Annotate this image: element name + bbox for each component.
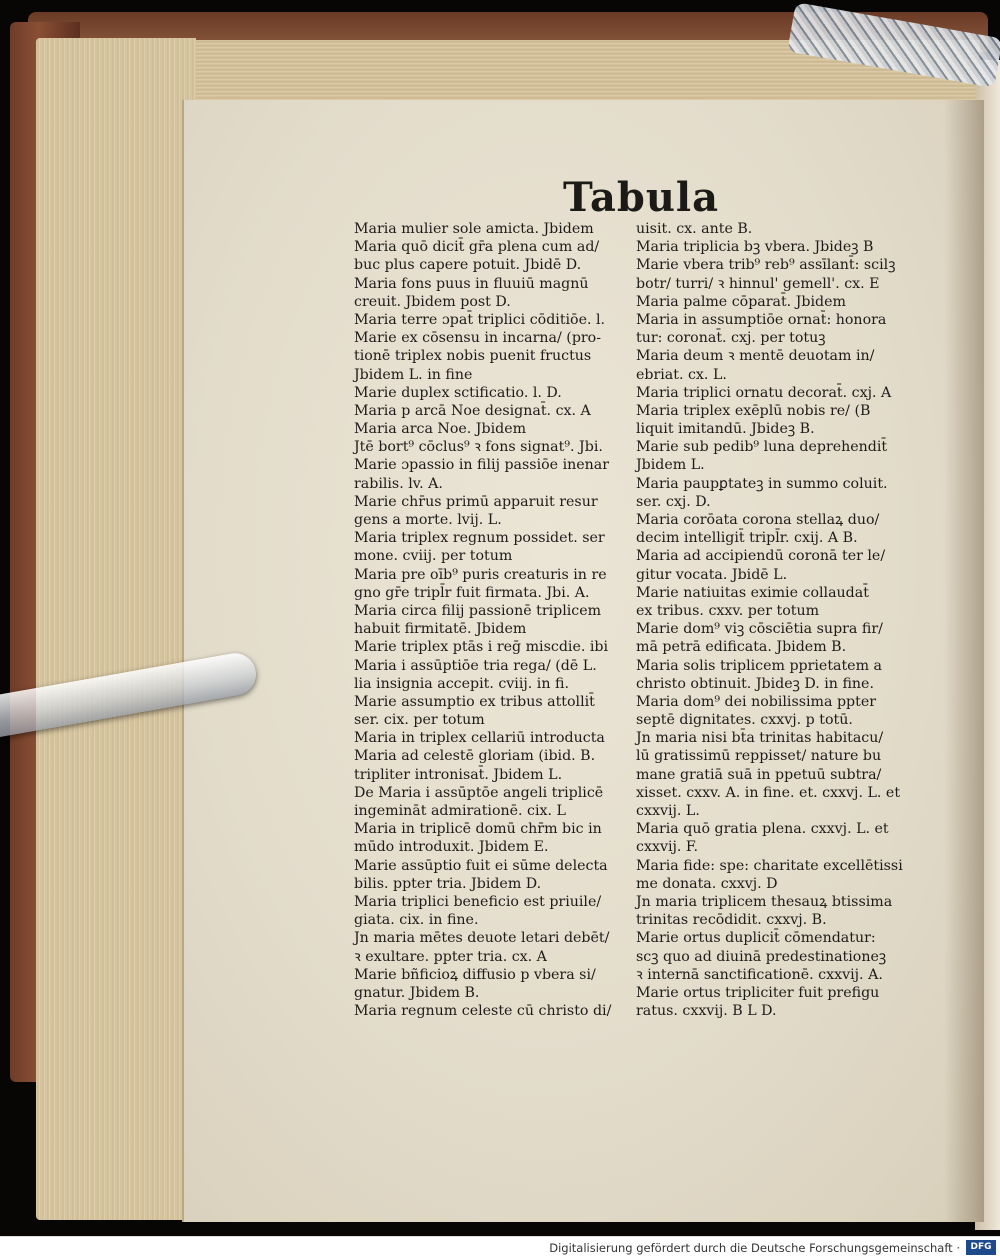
text-line: Maria solis triplicem pprietatem a (636, 657, 883, 674)
text-line: Maria in triplicē domū chr̄m bic in (354, 821, 602, 838)
text-line: Maria pre oīb⁹ puris creaturis in re (354, 566, 607, 583)
text-line: Maria circa filij passionē triplicem (354, 602, 602, 619)
text-line: Marie dom⁹ viꝫ cōsciētia supra fir/ (636, 621, 883, 638)
text-line: septē dignitates. cxxvj. p totū. (636, 712, 853, 729)
right-text-column (636, 220, 926, 1020)
text-line: habuit firmitatē. Jbidem (354, 621, 527, 638)
dfg-logo: DFG (966, 1240, 996, 1255)
text-line: Maria in assumptiōe ornat̄: honora (636, 311, 887, 328)
text-line: De Maria i assūptōe angeli triplicē (354, 784, 604, 801)
text-line: Marie ɔpassio in filij passiōe inenar (354, 457, 610, 474)
text-line: gno gr̄e tripl̄r fuit firmata. Jbi. A. (354, 584, 590, 601)
footer-bar (0, 1236, 1000, 1259)
text-line: Maria triplex regnum possidet. ser (354, 530, 605, 547)
text-line: Maria mulier sole amicta. Jbidem (354, 221, 594, 237)
text-line: mūdo introduxit. Jbidem E. (354, 839, 549, 856)
text-line: Jn maria mētes deuote letari debēt/ (354, 930, 610, 947)
text-line: Maria i assūptiōe tria rega/ (dē L. (354, 657, 597, 674)
text-line: Marie sub pedib⁹ luna deprehendit̄ (636, 439, 888, 456)
text-line: mone. cviij. per totum (354, 548, 513, 565)
text-line: Maria deum ꝛ mentē deuotam in/ (636, 348, 875, 365)
text-line: Maria arca Noe. Jbidem (354, 421, 527, 438)
text-line: christo obtinuit. Jbideꝫ D. in fine. (636, 675, 874, 692)
text-line: gnatur. Jbidem B. (354, 984, 480, 1001)
footer-credit: Digitalisierung gefördert durch die Deutsche Forschungsgemeinschaft · (549, 1241, 960, 1255)
text-line: Marie ex cōsensu in incarna/ (pro- (354, 330, 602, 347)
text-line: mā petrā edificata. Jbidem B. (636, 639, 847, 656)
text-line: Marie ortus tripliciter fuit prefigu (636, 984, 880, 1001)
text-line: Jtē bort⁹ cōclus⁹ ꝛ fons signat⁹. Jbi. (354, 439, 603, 456)
text-line: cxxvij. F. (636, 839, 699, 856)
text-line: Maria fons puus in fluuiū magnū (354, 275, 589, 292)
text-line: tur: coronat̄. cxj. per totuꝫ (636, 330, 826, 347)
text-line: Jn maria triplicem thesauꝝ btissima (636, 893, 893, 910)
text-line: Maria palme cōparat̄. Jbidem (636, 293, 846, 310)
text-line: Marie duplex sctificatio. l. D. (354, 384, 562, 401)
text-line: Maria terre ɔpat̄ triplici cōditiōe. l. (354, 311, 606, 328)
text-line: gens a morte. lvij. L. (354, 512, 502, 528)
text-line: ebriat. cx. L. (636, 366, 727, 383)
text-line: Maria dom⁹ dei nobilissima ppter (636, 693, 877, 710)
text-line: rabilis. lv. A. (354, 475, 443, 492)
text-line: creuit. Jbidem post D. (354, 293, 511, 310)
text-line: trinitas recōdidit. cxxvj. B. (636, 912, 827, 929)
page-fore-edge (36, 38, 196, 1220)
text-line: tionē triplex nobis puenit fructus (354, 348, 592, 365)
text-line: tripliter intronisat̄. Jbidem L. (354, 766, 563, 783)
text-line: Maria fide: spe: charitate excellētissi (636, 857, 903, 874)
text-line: Maria triplicia bꝫ vbera. Jbideꝫ B (636, 239, 874, 256)
text-line: Marie natiuitas eximie collaudat̄ (636, 584, 869, 601)
text-line: Marie triplex ptās i reḡ miscdie. ibi (354, 639, 609, 656)
text-line: Maria quō gratia plena. cxxvj. L. et (636, 821, 889, 838)
text-line: Maria regnum celeste cū christo di/ (354, 1003, 612, 1020)
left-text-column (354, 220, 644, 1020)
text-line: Jn maria nisi bt̄a trinitas habitacu/ (636, 730, 884, 747)
text-line: buc plus capere potuit. Jbidē D. (354, 257, 582, 274)
text-line: bilis. ppter tria. Jbidem D. (354, 875, 542, 892)
text-line: Maria ad accipiendū coronā ter le/ (636, 548, 886, 565)
text-line: Maria in triplex cellariū introducta (354, 730, 605, 747)
text-line: decim intelligit̄ tripl̄r. cxij. A B. (636, 530, 858, 547)
text-line: Maria triplici ornatu decorat̄. cxj. A (636, 384, 892, 401)
page-gutter-shadow (944, 100, 984, 1222)
text-line: Marie vbera trib⁹ reb⁹ assīlant̄: scilꝫ (636, 257, 896, 274)
text-line: Maria ad celestē gloriam (ibid. B. (354, 748, 596, 765)
text-line: Marie assumptio ex tribus attollit̄ (354, 693, 595, 710)
text-line: Maria triplex exēplū nobis re/ (B (636, 402, 871, 419)
text-line: Maria triplici beneficio est priuile/ (354, 893, 602, 910)
text-line: Maria quō dicit̄ gr̄a plena cum ad/ (354, 239, 600, 256)
text-line: me donata. cxxvj. D (636, 875, 778, 892)
text-line: Maria corōata corona stellaꝝ duo/ (636, 512, 880, 528)
text-line: xisset. cxxv. A. in fine. et. cxxvj. L. et (636, 784, 901, 801)
text-line: ratus. cxxvij. B L D. (636, 1003, 777, 1020)
text-line: ex tribus. cxxv. per totum (636, 602, 820, 619)
text-line: Jbidem L. (636, 457, 705, 474)
text-line: ingemināt admirationē. cix. L (354, 803, 566, 819)
text-line: Jbidem L. in fine (354, 366, 473, 383)
text-line: lū gratissimū reppisset/ nature bu (636, 748, 882, 765)
text-line: scꝫ quo ad diuinā predestinationeꝫ (636, 948, 887, 965)
page-title: Tabula (563, 174, 720, 221)
text-line: Marie bñficioꝝ diffusio p vbera si/ (354, 966, 596, 983)
text-line: giata. cix. in fine. (354, 912, 479, 929)
text-line: liquit imitandū. Jbideꝫ B. (636, 421, 815, 438)
text-line: botr/ turri/ ꝛ hinnul' gemell'. cx. E (636, 275, 880, 292)
text-line: ꝛ internā sanctificationē. cxxvij. A. (636, 966, 883, 983)
text-line: lia insignia accepit. cviij. in fi. (354, 675, 569, 692)
text-line: Marie assūptio fuit ei sūme delecta (354, 857, 608, 874)
text-line: Maria paupꝑtateꝫ in summo coluit. (636, 475, 888, 492)
text-line: Marie ortus duplicit̄ cōmendatur: (636, 930, 876, 947)
text-line: Marie chr̄us primū apparuit resur (354, 493, 598, 510)
text-line: Maria p arcā Noe designat̄. cx. A (354, 402, 591, 419)
text-line: ser. cxj. D. (636, 493, 711, 510)
text-line: uisit. cx. ante B. (636, 221, 753, 237)
text-line: mane gratiā suā in ppetuū subtra/ (636, 766, 882, 783)
text-line: ꝛ exultare. ppter tria. cx. A (354, 948, 547, 965)
text-line: ser. cix. per totum (354, 712, 485, 729)
text-line: cxxvij. L. (636, 803, 700, 819)
text-line: gitur vocata. Jbidē L. (636, 566, 788, 583)
